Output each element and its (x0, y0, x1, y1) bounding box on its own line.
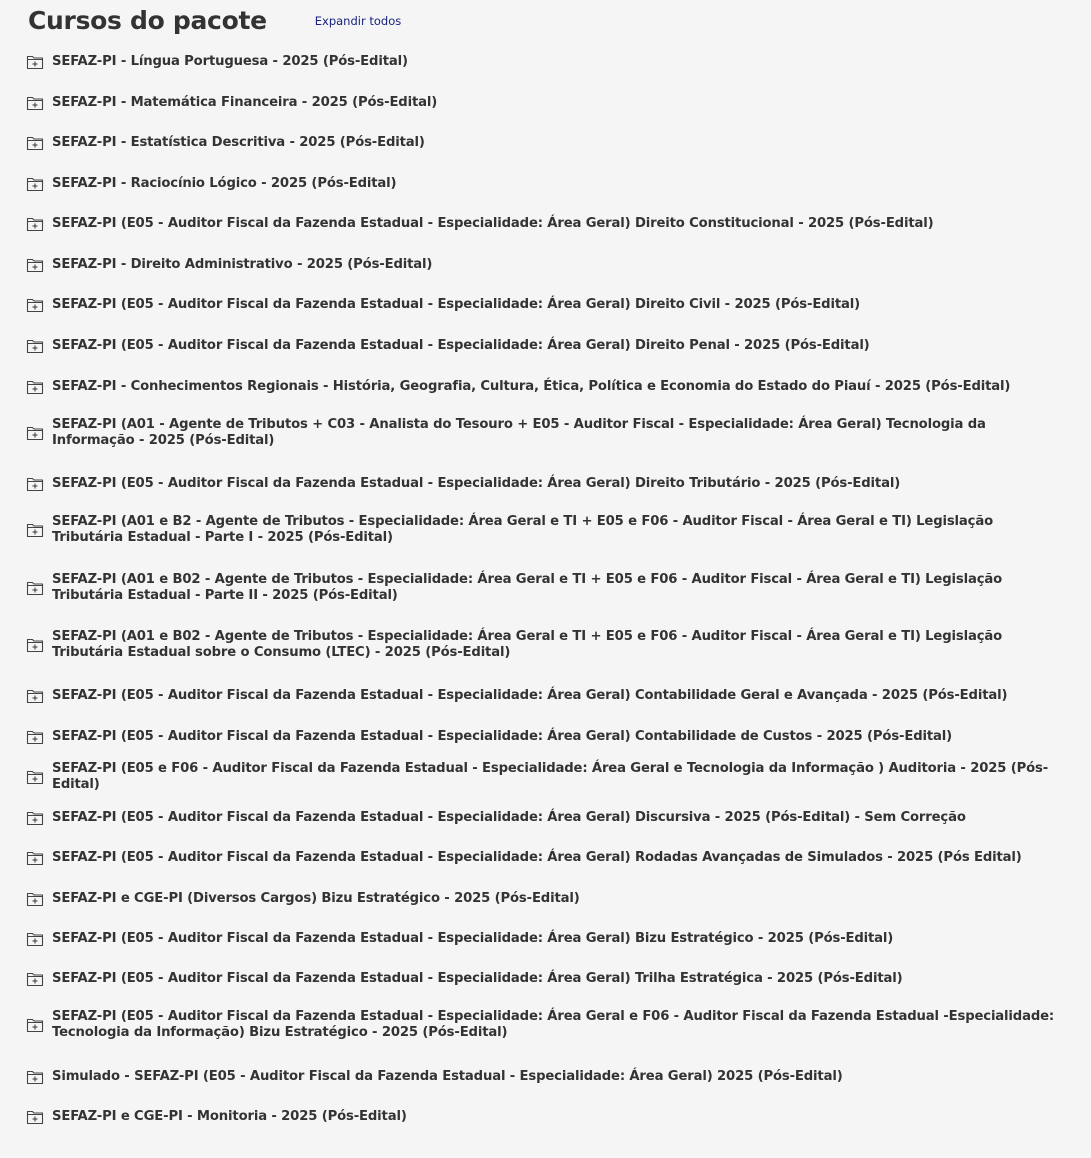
folder-plus-icon[interactable] (26, 769, 44, 785)
course-item[interactable] (26, 760, 1066, 792)
folder-plus-icon[interactable] (26, 1069, 44, 1085)
folder-plus-icon[interactable] (26, 425, 44, 441)
course-item[interactable] (26, 413, 1066, 453)
course-title: SEFAZ-PI e CGE-PI - Monitoria - 2025 (Pós-Edital) (52, 1108, 407, 1124)
folder-plus-icon[interactable] (26, 729, 44, 745)
course-item[interactable] (26, 965, 1066, 993)
folder-plus-icon[interactable] (26, 1109, 44, 1125)
folder-plus-icon[interactable] (26, 1017, 44, 1033)
folder-plus-icon[interactable] (26, 971, 44, 987)
folder-plus-icon[interactable] (26, 54, 44, 70)
course-title: SEFAZ-PI (E05 - Auditor Fiscal da Fazenda Estadual - Especialidade: Área Geral) Rodadas Avançadas de Simulados - 2025 (Pós Edital) (52, 849, 1022, 865)
course-item[interactable] (26, 804, 1066, 832)
folder-plus-icon[interactable] (26, 297, 44, 313)
folder-plus-icon[interactable] (26, 688, 44, 704)
course-item[interactable] (26, 625, 1066, 665)
folder-plus-icon[interactable] (26, 850, 44, 866)
folder-plus-icon[interactable] (26, 476, 44, 492)
course-item[interactable] (26, 89, 1066, 117)
course-title: SEFAZ-PI (E05 - Auditor Fiscal da Fazenda Estadual - Especialidade: Área Geral) Bizu Estratégico - 2025 (Pós-Edital) (52, 930, 894, 946)
course-item[interactable] (26, 844, 1066, 872)
folder-plus-icon[interactable] (26, 257, 44, 273)
course-title: SEFAZ-PI - Raciocínio Lógico - 2025 (Pós-Edital) (52, 175, 397, 191)
folder-plus-icon[interactable] (26, 891, 44, 907)
course-item[interactable] (26, 885, 1066, 913)
course-title: SEFAZ-PI - Direito Administrativo - 2025 (Pós-Edital) (52, 256, 433, 272)
course-title: SEFAZ-PI (E05 - Auditor Fiscal da Fazenda Estadual - Especialidade: Área Geral) Direito Constitucional - 2025 (Pós-Edital) (52, 215, 934, 231)
course-title: SEFAZ-PI (A01 - Agente de Tributos + C03 - Analista do Tesouro + E05 - Auditor Fiscal - Especialidade: Área Geral) Tecnologia da Informação - 2025 (Pós-Edital) (52, 416, 986, 448)
course-title: SEFAZ-PI - Conhecimentos Regionais - História, Geografia, Cultura, Ética, Política e Economia do Estado do Piauí - 2025 (Pós-Edital) (52, 378, 1011, 394)
page-title: Cursos do pacote (28, 5, 267, 35)
page-header (28, 2, 401, 38)
course-item[interactable] (26, 470, 1066, 498)
folder-plus-icon[interactable] (26, 580, 44, 596)
course-title: Simulado - SEFAZ-PI (E05 - Auditor Fiscal da Fazenda Estadual - Especialidade: Área Geral) 2025 (Pós-Edital) (52, 1068, 843, 1084)
course-item[interactable] (26, 373, 1066, 401)
course-title: SEFAZ-PI (E05 - Auditor Fiscal da Fazenda Estadual - Especialidade: Área Geral) Contabilidade de Custos - 2025 (Pós-Edital) (52, 728, 953, 744)
course-item[interactable] (26, 170, 1066, 198)
folder-plus-icon[interactable] (26, 931, 44, 947)
course-item[interactable] (26, 568, 1066, 608)
expand-all-link[interactable]: Expandir todos (314, 14, 402, 28)
course-title: SEFAZ-PI - Língua Portuguesa - 2025 (Pós-Edital) (52, 53, 408, 69)
course-title: SEFAZ-PI (A01 e B2 - Agente de Tributos - Especialidade: Área Geral e TI + E05 e F06 - Auditor Fiscal - Área Geral e TI) Legislação Tributária Estadual - Parte I - 2025 (Pós-Edital) (52, 513, 994, 545)
folder-plus-icon[interactable] (26, 338, 44, 354)
course-item[interactable] (26, 332, 1066, 360)
course-title: SEFAZ-PI - Matemática Financeira - 2025 (Pós-Edital) (52, 94, 438, 110)
course-title: SEFAZ-PI (E05 - Auditor Fiscal da Fazenda Estadual - Especialidade: Área Geral) Direito Civil - 2025 (Pós-Edital) (52, 296, 860, 312)
course-item[interactable] (26, 510, 1066, 550)
folder-plus-icon[interactable] (26, 810, 44, 826)
folder-plus-icon[interactable] (26, 95, 44, 111)
course-title: SEFAZ-PI (E05 - Auditor Fiscal da Fazenda Estadual - Especialidade: Área Geral e F06 - Auditor Fiscal da Fazenda Estadual -Especialidade: Tecnologia da Informação) Bizu Estratégico - 2025 (Pós-Edital) (52, 1008, 1055, 1040)
course-item[interactable] (26, 48, 1066, 76)
folder-plus-icon[interactable] (26, 379, 44, 395)
folder-plus-icon[interactable] (26, 637, 44, 653)
course-item[interactable] (26, 1005, 1066, 1045)
course-title: SEFAZ-PI (E05 - Auditor Fiscal da Fazenda Estadual - Especialidade: Área Geral) Discursiva - 2025 (Pós-Edital) - Sem Correção (52, 809, 966, 825)
course-item[interactable] (26, 925, 1066, 953)
course-title: SEFAZ-PI (E05 e F06 - Auditor Fiscal da Fazenda Estadual - Especialidade: Área Geral e Tecnologia da Informação ) Auditoria - 2025 (Pós-Edital) (52, 760, 1049, 792)
course-title: SEFAZ-PI - Estatística Descritiva - 2025 (Pós-Edital) (52, 134, 425, 150)
folder-plus-icon[interactable] (26, 522, 44, 538)
course-title: SEFAZ-PI (E05 - Auditor Fiscal da Fazenda Estadual - Especialidade: Área Geral) Direito Penal - 2025 (Pós-Edital) (52, 337, 870, 353)
course-title: SEFAZ-PI e CGE-PI (Diversos Cargos) Bizu Estratégico - 2025 (Pós-Edital) (52, 890, 580, 906)
course-title: SEFAZ-PI (E05 - Auditor Fiscal da Fazenda Estadual - Especialidade: Área Geral) Direito Tributário - 2025 (Pós-Edital) (52, 475, 901, 491)
folder-plus-icon[interactable] (26, 216, 44, 232)
course-title: SEFAZ-PI (E05 - Auditor Fiscal da Fazenda Estadual - Especialidade: Área Geral) Trilha Estratégica - 2025 (Pós-Edital) (52, 970, 903, 986)
course-item[interactable] (26, 291, 1066, 319)
folder-plus-icon[interactable] (26, 176, 44, 192)
course-item[interactable] (26, 1063, 1066, 1091)
course-item[interactable] (26, 251, 1066, 279)
folder-plus-icon[interactable] (26, 135, 44, 151)
course-title: SEFAZ-PI (E05 - Auditor Fiscal da Fazenda Estadual - Especialidade: Área Geral) Contabilidade Geral e Avançada - 2025 (Pós-Edital) (52, 687, 1008, 703)
course-item[interactable] (26, 129, 1066, 157)
course-item[interactable] (26, 682, 1066, 710)
course-item[interactable] (26, 210, 1066, 238)
course-title: SEFAZ-PI (A01 e B02 - Agente de Tributos - Especialidade: Área Geral e TI + E05 e F06 - Auditor Fiscal - Área Geral e TI) Legislação Tributária Estadual sobre o Consumo (LTEC) - 2025 (Pós-Edital) (52, 628, 1003, 660)
course-item[interactable] (26, 1103, 1066, 1131)
course-item[interactable] (26, 723, 1066, 751)
course-title: SEFAZ-PI (A01 e B02 - Agente de Tributos - Especialidade: Área Geral e TI + E05 e F06 - Auditor Fiscal - Área Geral e TI) Legislação Tributária Estadual - Parte II - 2025 (Pós-Edital) (52, 571, 1003, 603)
